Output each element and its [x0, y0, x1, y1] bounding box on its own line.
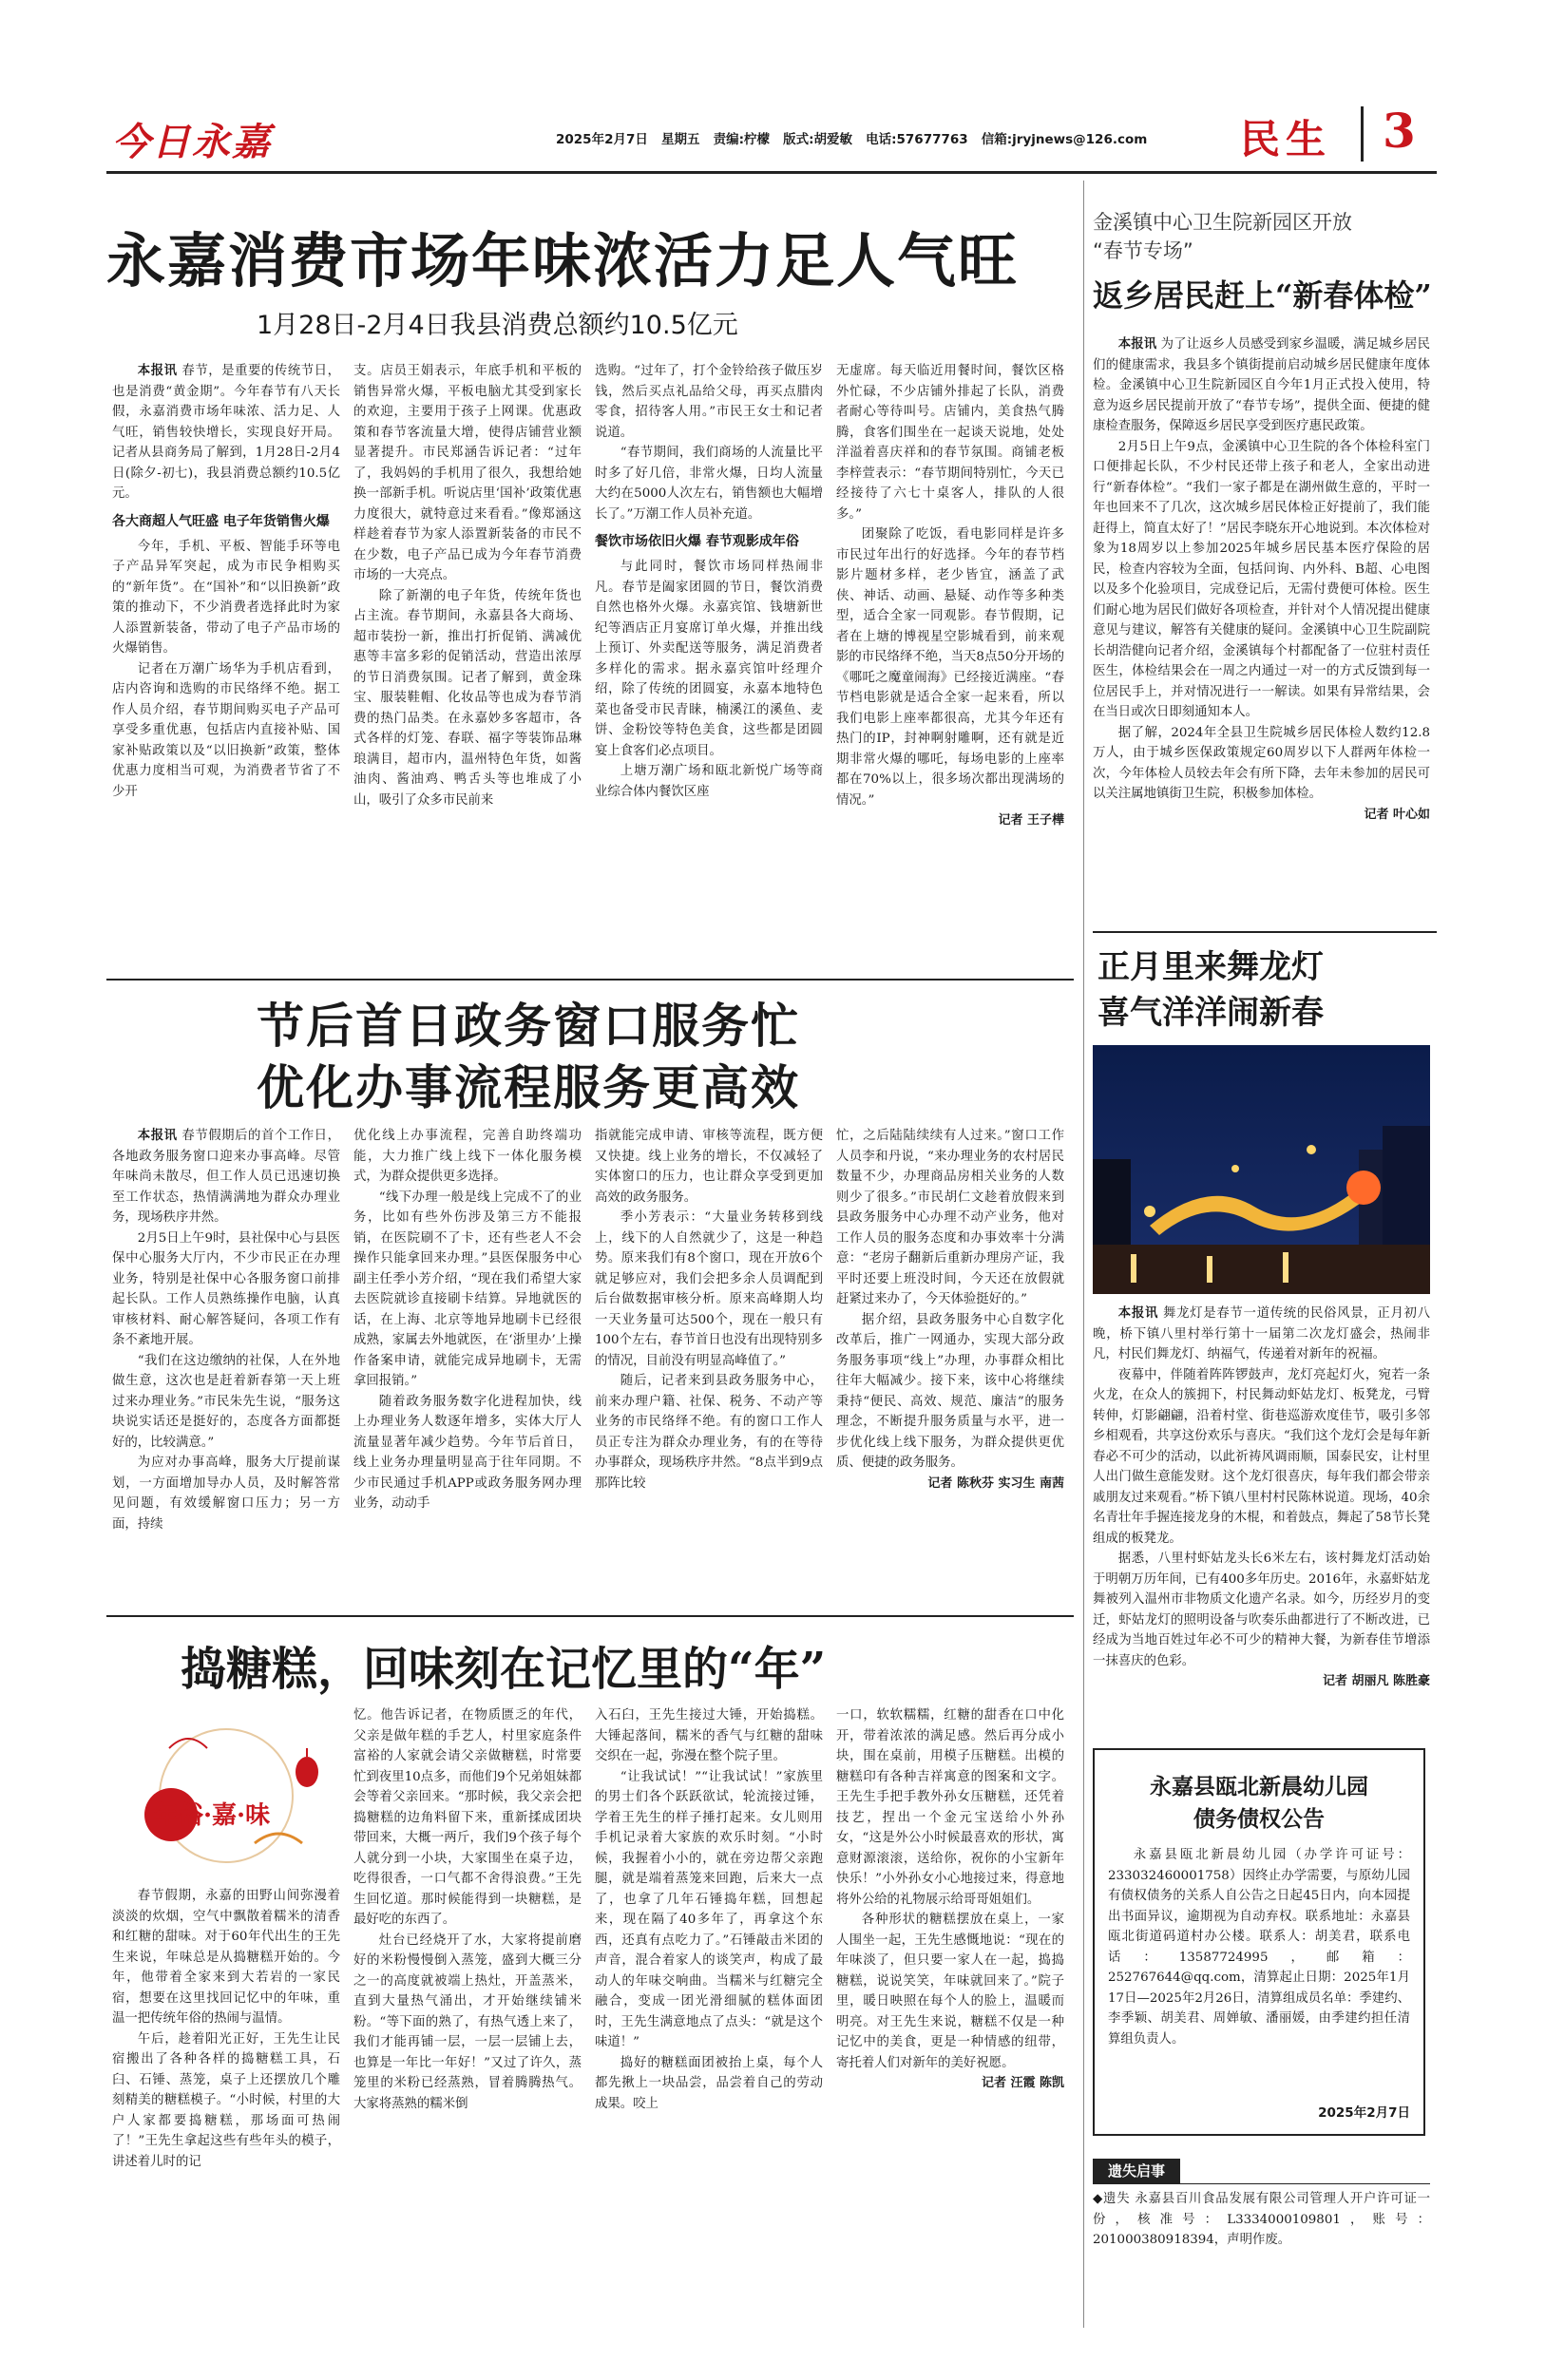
- story2-lead: 本报讯: [137, 1129, 178, 1143]
- story2-c3-p1: 指就能完成申请、审核等流程，既方便又快捷。线上业务的增长，不仅减轻了实体窗口的压力，也让群众享受到更加高效的政务服务。: [595, 1129, 823, 1205]
- story5-lead: 本报讯: [1117, 1306, 1159, 1321]
- story5-headline-line2: 喜气洋洋闹新春: [1097, 994, 1324, 1032]
- story3-c3-p1: 入石臼，王先生接过大锤，开始捣糕。大锤起落间，糯米的香气与红糖的甜味交织在一起，弥漫在整个院子里。: [595, 1708, 823, 1763]
- story5-p3: 据悉，八里村虾姑龙头长6米左右，该村舞龙灯活动始于明朝万历年间，已有400多年历史。2016年，永嘉虾姑龙舞被列入温州市非物质文化遗产名录。如今，历经岁月的变迁，虾姑龙灯的照明设备与吹奏乐曲都进行了不断改进，已经成为当地百姓过年必不可少的精神大餐，为新春佳节增添一抹喜庆的色彩。: [1093, 1552, 1430, 1668]
- story3-c4-p1: 一口，软软糯糯，红糖的甜香在口中化开，带着浓浓的满足感。然后再分成小块，围在桌前，用模子压糖糕。出模的糖糕印有各种吉祥寓意的图案和文字。王先生手把手教外孙女压糖糕，还凭着技艺，捏出一个金元宝送给小外孙女，“这是外公小时候最喜欢的形状，寓意财源滚滚，送给你，祝你的小宝新年快乐！”小外孙女小心地接过来，得意地将外公给的礼物展示给哥哥姐姐们。: [836, 1708, 1064, 1907]
- story1-headline: 永嘉消费市场年味浓活力足人气旺: [106, 226, 1020, 295]
- story3-c1-p2: 午后，趁着阳光正好，王先生让民宿搬出了各种各样的捣糖糕工具，石臼、石锤、蒸笼，桌子上还摆放几个雕刻精美的糖糕模子。“小时候，村里的大户人家都要捣糖糕，那场面可热闹了！”王先生拿起这些有些年头的模子，讲述着儿时的记: [112, 2031, 340, 2169]
- masthead-weekday: 星期五: [660, 132, 700, 147]
- story1-c1-p2: 今年，手机、平板、智能手环等电子产品异军突起，成为市民争相购买的“新年货”。在“国补”和“以旧换新”政策的推动下，不少消费者选择此时为家人添置新装备，带动了电子产品市场的火爆销售。: [112, 539, 340, 656]
- masthead-designer: 版式:胡爱敏: [783, 132, 853, 147]
- masthead-phone: 电话:57677763: [866, 132, 968, 147]
- story3-col1: [112, 1886, 340, 2294]
- dragon-lantern-photo: [1093, 1045, 1430, 1294]
- story2-c1-p3: “我们在这边缴纳的社保，人在外地做生意，这次也是赶着新春第一天上班过来办理业务。”市民朱先生说，“服务这块说实话还是挺好的，态度各方面都挺好的，比较满意。”: [112, 1353, 340, 1450]
- dragon-lantern-photo-image: [1093, 1045, 1430, 1294]
- lost-notice-rule: [1093, 2183, 1430, 2184]
- story1-lead: 本报讯: [137, 364, 178, 378]
- story5-p2: 夜幕中，伴随着阵阵锣鼓声，龙灯亮起灯火，宛若一条火龙，在众人的簇拥下，村民舞动虾姑龙灯、板凳龙，弓臂转伸，灯影翩翩，沿着村堂、街巷巡游欢度佳节，吸引多邻乡相观看，共享这份欢乐与喜庆。“我们这个龙灯会是每年新春必不可少的活动，以此祈祷风调雨顺，国泰民安，让村里人出门做生意能发财。这个龙灯很喜庆，每年我们都会带亲戚朋友过来观看。”桥下镇八里村村民陈林说道。现场，40余名青壮年手握连接龙身的木棍，和着鼓点，舞起了58节长凳组成的板凳龙。: [1093, 1367, 1430, 1546]
- story3-c3-p3: 捣好的糖糕面团被抬上桌，每个人都先揪上一块品尝，品尝着自己的劳动成果。咬上: [595, 2055, 823, 2111]
- story2-col1: [112, 1126, 340, 1601]
- story3-col4: [836, 1705, 1064, 2294]
- story3-c3-p2: “让我试试！”“让我试试！”家族里的男士们各个跃跃欲试，轮流接过锤，学着王先生的样子捶打起来。女儿则用手机记录着大家族的欢乐时刻。“小时候，我握着小小的，就在旁边帮父亲跑腿，就是端着蒸笼来回跑，后来大一点了，也拿了几年石锤捣年糕，回想起来，现在隔了40多年了，再拿这个东西，还真有点吃力了。”石锤敲击米团的声音，混合着家人的谈笑声，构成了最动人的年味交响曲。当糯米与红糖完全融合，变成一团光滑细腻的糕体面团时，王先生满意地点了点头：“就是这个味道！”: [595, 1769, 823, 2049]
- notice-title-line2: 债务债权公告: [1193, 1806, 1325, 1832]
- story1-col4: [836, 361, 1064, 969]
- story3-col2: [353, 1705, 582, 2294]
- story2-c3-p3: 随后，记者来到县政务服务中心，前来办理户籍、社保、税务、不动产等业务的市民络绎不绝。有的窗口工作人员正专注为群众办理业务，有的在等待办事群众，现场秩序井然。“8点半到9点那阵比较: [595, 1374, 823, 1491]
- story4-bottom-rule: [1093, 931, 1437, 933]
- story3-c2-p1: 忆。他告诉记者，在物质匮乏的年代，父亲是做年糕的手艺人，村里家庭条件富裕的人家就会请父亲做糖糕，时常要忙到夜里10点多，而他们9个兄弟姐妹都会等着父亲回来。“那时候，我父亲会把捣糖糕的边角料留下来，重新揉成团块带回来，大概一两斤，我们9个孩子每个人就分到一小块，大家围坐在桌子边，吃得很香，一口气都不舍得浪费。”王先生回忆道。那时候能得到一块糖糕，是最好吃的东西了。: [353, 1708, 582, 1927]
- story2-headline-line2: 优化办事流程服务更高效: [257, 1059, 800, 1115]
- lantern-badge-icon: [112, 1710, 340, 1872]
- story2-c4-p1: 忙，之后陆陆续续有人过来。”窗口工作人员李和丹说，“来办理业务的农村居民数量不少，办理商品房相关业务的人数则少了很多。”市民胡仁文趁着放假来到县政务服务中心办理不动产业务，他对工作人员的服务态度和办事效率十分满意：“老房子翻新后重新办理房产证，我平时还要上班没时间，今天还在放假就赶紧过来办了，今天体验挺好的。”: [836, 1129, 1064, 1306]
- notice-date: 2025年2月7日: [1318, 2105, 1410, 2121]
- masthead-rule: [106, 171, 1437, 174]
- story1-bottom-rule: [106, 979, 1074, 981]
- story2-c3-p2: 季小芳表示：“大量业务转移到线上，线下的人自然就少了，这是一种趋势。原来我们有8个窗口，现在开放6个就足够应对，我们会把多余人员调配到后台做数据审核分析。原来高峰期人均一天业务量可达500个，现在一般只有100个左右，春节首日也没有出现特别多的情况，目前没有明显高峰值了。”: [595, 1210, 823, 1368]
- story1-col1: [112, 361, 340, 969]
- lost-notice-text: ◆遗失 永嘉县百川食品发展有限公司管理人开户许可证一份，核准号：L3334000109801，账号：201000380918394，声明作废。: [1093, 2192, 1430, 2247]
- right-rail-divider: [1083, 181, 1084, 2328]
- story1-col2: [353, 361, 582, 969]
- masthead-date: 2025年2月7日: [556, 132, 648, 147]
- story1-c2-p1: 支。店员王娟表示，年底手机和平板的销售异常火爆，平板电脑尤其受到家长的欢迎，主要用于孩子上网课。优惠政策和春节客流量大增，使得店铺营业额显著提升。市民郑涵告诉记者：“过年了，我妈妈的手机用了很久，我想给她换一部新手机。听说店里‘国补’政策优惠力度很大，就特意过来看看。”像郑涵这样趁着春节为家人添置新装备的市民不在少数，电子产品已成为今年春节消费市场的一大亮点。: [353, 364, 582, 582]
- story3-badge-text: 年俗·嘉·味: [154, 1801, 271, 1830]
- story3-c1-p1: 春节假期，永嘉的田野山间弥漫着淡淡的炊烟，空气中飘散着糯米的清香和红糖的甜味。对于60年代出生的王先生来说，年味总是从捣糖糕开始的。今年，他带着全家来到大若岩的一家民宿，想要在这里找回记忆中的年味，重温一把传统年俗的热闹与温情。: [112, 1889, 340, 2026]
- section-name: 民生: [1240, 116, 1332, 162]
- story3-col3: [595, 1705, 823, 2294]
- story1-c3-p2: “春节期间，我们商场的人流量比平时多了好几倍，非常火爆，日均人流量大约在5000人次左右，销售额也大幅增长了。”万潮工作人员补充道。: [595, 446, 823, 522]
- lost-notice-label: 遗失启事: [1093, 2159, 1180, 2183]
- story4-headline: 返乡居民赶上“新春体检”: [1093, 277, 1432, 314]
- masthead-editor: 责编:柠檬: [713, 132, 770, 147]
- story4-byline: 记者 叶心如: [1364, 807, 1430, 822]
- story2-c4-p2: 据介绍，县政务服务中心自数字化改革后，推广一网通办，实现大部分政务服务事项“线上”办理，办事群众相比往年大幅减少。接下来，该中心将继续秉持“便民、高效、规范、廉洁”的服务理念，不断提升服务质量与水平，进一步优化线上线下服务，为群众提供更优质、便捷的政务服务。: [836, 1312, 1064, 1470]
- story4-lead: 本报讯: [1117, 337, 1157, 352]
- story2-c1-p2: 2月5日上午9时，县社保中心与县医保中心服务大厅内，不少市民正在办理业务，特别是社保中心各服务窗口前排起长队。工作人员熟练操作电脑，认真审核材料、耐心解答疑问，各项工作有条不紊地开展。: [112, 1230, 340, 1347]
- section-divider: [1361, 106, 1364, 162]
- story3-badge: [112, 1710, 340, 1872]
- story4-kicker-line2: “春节专场”: [1093, 239, 1193, 262]
- story1-byline: 记者 王子樺: [998, 813, 1064, 828]
- story5-byline: 记者 胡丽凡 陈胜豪: [1322, 1674, 1430, 1688]
- story1-c3-p4: 上塘万潮广场和瓯北新悦广场等商业综合体内餐饮区座: [595, 764, 823, 799]
- story2-c2-p3: 随着政务服务数字化进程加快，线上办理业务人数逐年增多，实体大厅人流量显著年减少趋势。今年节后首日，线上业务办理量明显高于往年同期。不少市民通过手机APP或政务服务网办理业务，动动手: [353, 1394, 582, 1511]
- story2-c2-p2: “线下办理一般是线上完成不了的业务，比如有些外伤涉及第三方不能报销，在医院刷不了卡，还有些老人不会操作只能拿回来办理。”县医保服务中心副主任季小芳介绍，“现在我们希望大家去医院就诊直接刷卡结算。异地就医的话，在上海、北京等地异地刷卡已经很成熟，家属去外地就医，在‘浙里办’上操作备案申请，就能完成异地刷卡，无需拿回报销。”: [353, 1190, 582, 1388]
- story1-subhead: 1月28日-2月4日我县消费总额约10.5亿元: [257, 311, 738, 340]
- story2-col4: [836, 1126, 1064, 1601]
- story1-c4-p1: 无虚席。每天临近用餐时间，餐饮区格外忙碌，不少店铺外排起了长队，消费者耐心等待叫号。店铺内，美食热气腾腾，食客们围坐在一起谈天说地，处处洋溢着喜庆祥和的春节氛围。商铺老板李梓萱表示：“春节期间特别忙，今天已经接待了六七十桌客人，排队的人很多。”: [836, 364, 1064, 522]
- story1-c1-p1: 春节，是重要的传统节日，也是消费“黄金期”。今年春节有八天长假，永嘉消费市场年味浓、活力足、人气旺，销售较快增长，实现良好开局。记者从县商务局了解到，1月28日-2月4日(除夕-初七)，我县消费总额约10.5亿元。: [112, 364, 340, 501]
- story2-c2-p1: 优化线上办事流程，完善自助终端功能，大力推广线上线下一体化服务模式，为群众提供更多选择。: [353, 1129, 582, 1184]
- lost-notice-body: [1093, 2189, 1430, 2265]
- story4-kicker-line1: 金溪镇中心卫生院新园区开放: [1093, 211, 1352, 234]
- story4-p1: 为了让返乡人员感受到家乡温暖，满足城乡居民们的健康需求，我县多个镇街提前启动城乡居民健康年度体检。金溪镇中心卫生院新园区自今年1月正式投入使用，特意为返乡居民提前开放了“春节专场”，提供全面、便捷的健康检查服务，保障返乡居民享受到医疗惠民政策。: [1093, 337, 1430, 433]
- story1-col3: [595, 361, 823, 969]
- story2-col2: [353, 1126, 582, 1601]
- story1-c2-p2: 除了新潮的电子年货，传统年货也占主流。春节期间，永嘉县各大商场、超市装扮一新，推出打折促销、满减优惠等丰富多彩的促销活动，营造出浓厚的节日消费氛围。记者了解到，黄金珠宝、服装鞋帽、化妆品等也成为春节消费的热门品类。在永嘉妙多客超市，各式各样的灯笼、春联、福字等装饰品琳琅满目，超市内，温州特色年货，如酱油肉、酱油鸡、鸭舌头等也堆成了小山，吸引了众多市民前来: [353, 588, 582, 808]
- story1-subheading-2: 餐饮市场依旧火爆 春节观影成年俗: [595, 534, 799, 549]
- story4-p3: 据了解，2024年全县卫生院城乡居民体检人数约12.8万人，由于城乡医保政策规定60周岁以下人群两年体检一次，今年体检人员较去年会有所下降，去年未参加的居民可以关注属地镇街卫生院，积极参加体检。: [1093, 725, 1430, 801]
- story1-subheading-1: 各大商超人气旺盛 电子年货销售火爆: [112, 513, 330, 529]
- story5-body: [1093, 1304, 1430, 1722]
- story1-c3-p3: 与此同时，餐饮市场同样热闹非凡。春节是阖家团圆的节日，餐饮消费自然也格外火爆。永嘉宾馆、钱塘新世纪等酒店正月宴席订单火爆，并推出线上预订、外卖配送等服务，满足消费者多样化的需求。据永嘉宾馆叶经理介绍，除了传统的团圆宴，永嘉本地特色菜也备受市民青睐，楠溪江的溪鱼、麦饼、金粉饺等特色美食，这些都是团圆宴上食客们必点项目。: [595, 560, 823, 758]
- masthead-info: [556, 128, 1147, 147]
- story1-c3-p1: 选购。“过年了，打个金铃给孩子做压岁钱，然后买点礼品给父母，再买点腊肉零食，招待客人用。”市民王女士和记者说道。: [595, 364, 823, 440]
- story5-p1: 舞龙灯是春节一道传统的民俗风景，正月初八晚，桥下镇八里村举行第十一届第二次龙灯盛会，热闹非凡，村民们舞龙灯、纳福气，传递着对新年的祝福。: [1093, 1306, 1430, 1361]
- masthead-logo: 今日永嘉: [112, 120, 272, 164]
- story4-p2: 2月5日上午9点，金溪镇中心卫生院的各个体检科室门口便排起长队，不少村民还带上孩子和老人，全家出动进行“新春体检”。“我们一家子都是在湖州做生意的，平时一年也回来不了几次，这次城乡居民体检正好提前了，我们能赶得上，简直太好了！”居民李晓东开心地说到。本次体检对象为18周岁以上参加2025年城乡居民基本医疗保险的居民，检查内容较为全面，包括问询、内外科、B超、心电图以及多个化验项目，完成登记后，无需付费便可体检。医生们耐心地为居民们做好各项检查，并针对个人情况提出健康意见与建议，解答有关健康的疑问。金溪镇中心卫生院副院长胡浩健向记者介绍，金溪镇每个村都配备了一位驻村责任医生，体检结果会在一周之内通过一对一的方式反馈到每一位居民手上，并对情况进行一一解读。如果有异常结果，会在当日或次日即刻通知本人。: [1093, 439, 1430, 719]
- story5-headline-line1: 正月里来舞龙灯: [1097, 948, 1324, 986]
- story2-bottom-rule: [106, 1615, 1074, 1617]
- story2-col3: [595, 1126, 823, 1601]
- story2-headline-line1: 节后首日政务窗口服务忙: [257, 998, 800, 1054]
- story3-c4-p2: 各种形状的糖糕摆放在桌上，一家人围坐一起，王先生感慨地说：“现在的年味淡了，但只要一家人在一起，捣捣糖糕，说说笑笑，年味就回来了。”院子里，暖日映照在每个人的脸上，温暖而明亮。对王先生来说，糖糕不仅是一种记忆中的美食，更是一种情感的纽带，寄托着人们对新年的美好祝愿。: [836, 1913, 1064, 2070]
- story3-byline: 记者 汪霞 陈凯: [981, 2076, 1064, 2090]
- debt-notice-box: [1093, 1748, 1425, 2136]
- notice-body: [1108, 1845, 1410, 2092]
- story4-body: [1093, 334, 1430, 923]
- story2-c1-p1: 春节假期后的首个工作日，各地政务服务窗口迎来办事高峰。尽管年味尚未散尽，但工作人员已迅速切换至工作状态，热情满满地为群众办理业务，现场秩序井然。: [112, 1129, 340, 1225]
- story3-c2-p2: 灶台已经烧开了水，大家将提前磨好的米粉慢慢倒入蒸笼，盛到大概三分之一的高度就被端上热灶，开盖蒸米，直到大量热气涌出，才开始继续铺米粉。“等下面的熟了，有热气透上来了，我们才能再铺一层，一层一层铺上去，也算是一年比一年好！”又过了许久，蒸笼里的米粉已经蒸熟，冒着腾腾热气。大家将蒸熟的糯米倒: [353, 1933, 582, 2111]
- story1-c1-p3: 记者在万潮广场华为手机店看到，店内咨询和选购的市民络绎不绝。据工作人员介绍，春节期间购买电子产品可享受多重优惠，包括店内直接补贴、国家补贴政策以及“以旧换新”政策，整体优惠力度相当可观，为消费者节省了不少开: [112, 661, 340, 799]
- story1-c4-p2: 团聚除了吃饭，看电影同样是许多市民过年出行的好选择。今年的春节档影片题材多样，老少皆宜，涵盖了武侠、神话、动画、悬疑、动作等多种类型，适合全家一同观影。春节假期，记者在上塘的博视星空影城看到，前来观影的市民络绎不绝，当天8点50分开场的《哪吒之魔童闹海》已经接近满座。“春节档电影就是适合全家一起来看，所以我们电影上座率都很高，尤其今年还有热门的IP，封神啊射雕啊，还有就是近期非常火爆的哪吒，每场电影的上座率都在70%以上，很多场次都出现满场的情况。”: [836, 527, 1064, 808]
- story2-c1-p4: 为应对办事高峰，服务大厅提前谋划，一方面增加导办人员，及时解答常见问题，有效缓解窗口压力；另一方面，持续: [112, 1456, 340, 1532]
- page-number: 3: [1383, 103, 1416, 159]
- story2-byline: 记者 陈秋芬 实习生 南茜: [927, 1476, 1064, 1491]
- masthead-email: 信箱:jryjnews@126.com: [981, 132, 1148, 147]
- story3-headline: 捣糖糕，回味刻在记忆里的“年”: [181, 1643, 827, 1696]
- notice-title-line1: 永嘉县瓯北新晨幼儿园: [1150, 1774, 1368, 1799]
- notice-text: 永嘉县瓯北新晨幼儿园（办学许可证号：233032460001758）因终止办学需要，与原幼儿园有债权债务的关系人自公告之日起45日内，向本园提出书面异议，逾期视为自动弃权。联系地址：永嘉县瓯北街道码道村办公楼。联系人：胡美君，联系电话：13587724995，邮箱：252767644@qq.com，清算起止日期：2025年1月17日—2025年2月26日，清算组成员名单：季建约、李季颖、胡美君、周婵敏、潘丽媛，由季建约担任清算组负责人。: [1108, 1848, 1410, 2047]
